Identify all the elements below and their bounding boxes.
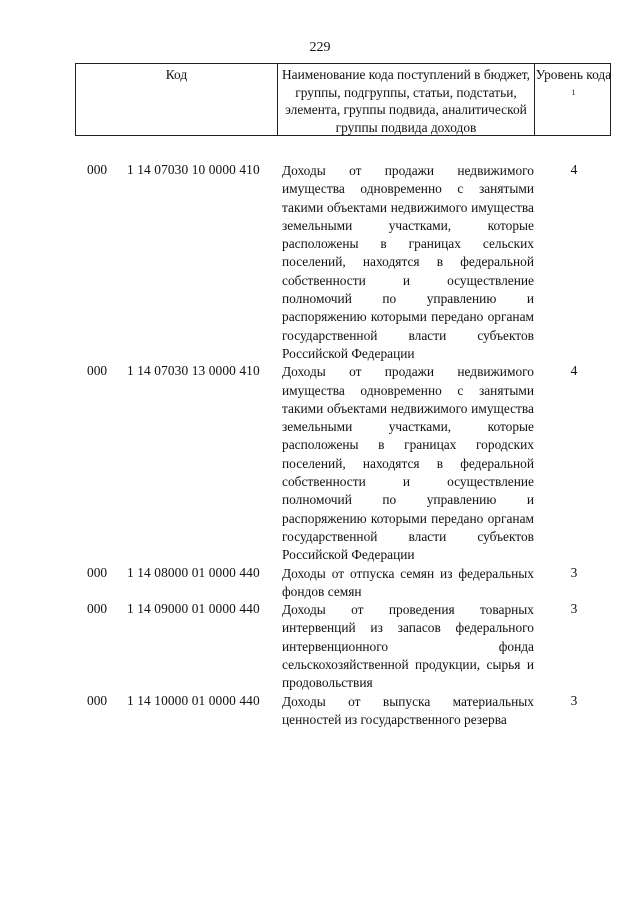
header-name: Наименование кода поступлений в бюджет, группы, подгруппы, статьи, подстатьи, элемента, группы подвида, аналитической группы подвида доходов [278, 64, 535, 135]
row-admin-code: 000 [87, 363, 108, 379]
row-admin-code: 000 [87, 564, 108, 580]
header-level-footnote: 1 [571, 87, 576, 97]
row-admin-code: 000 [87, 601, 108, 617]
table-body [0, 162, 640, 729]
row-level: 3 [570, 692, 578, 708]
header-code: Код [76, 64, 278, 135]
header-level-label: Уровень кода [535, 67, 612, 82]
row-income-name: Доходы от продажи недвижимого имущества одновременно с занятыми такими объектами недвижимого имущества земельными участками, которые расположены в границах сельских поселений, находятся в федеральной собственности и осуществление полномочий по управлению и распоряжению которыми передано органам государственной власти субъектов Российской Федерации [282, 163, 534, 361]
row-level: 3 [570, 564, 578, 580]
row-income-name: Доходы от проведения товарных интервенций из запасов федерального интервенционного фонда сельскохозяйственной продукции, сырья и продовольствия [282, 602, 534, 691]
row-income-code: 1 14 10000 01 0000 440 [127, 692, 260, 708]
row-income-code: 1 14 09000 01 0000 440 [127, 601, 260, 617]
row-level: 4 [570, 363, 578, 379]
table-row [0, 162, 640, 363]
row-income-name: Доходы от выпуска материальных ценностей из государственного резерва [282, 693, 534, 727]
table-row [0, 565, 640, 602]
row-income-code: 1 14 07030 13 0000 410 [127, 363, 260, 379]
header-level [535, 64, 612, 135]
table-row [0, 601, 640, 692]
row-income-code: 1 14 07030 10 0000 410 [127, 162, 260, 177]
row-income-name: Доходы от отпуска семян из федеральных фондов семян [282, 565, 534, 599]
table-header [75, 63, 611, 136]
row-income-code: 1 14 08000 01 0000 440 [127, 564, 260, 580]
row-level: 3 [570, 601, 578, 617]
table-row [0, 363, 640, 564]
row-admin-code: 000 [87, 692, 108, 708]
row-income-name: Доходы от продажи недвижимого имущества одновременно с занятыми такими объектами недвижимого имущества земельными участками, которые расположены в границах городских поселений, находятся в федеральной собственности и осуществление полномочий по управлению и распоряжению которыми передано органам государственной власти субъектов Российской Федерации [282, 364, 534, 563]
row-level: 4 [570, 162, 578, 177]
page-number: 229 [309, 40, 331, 55]
row-admin-code: 000 [87, 162, 108, 177]
table-row [0, 693, 640, 730]
